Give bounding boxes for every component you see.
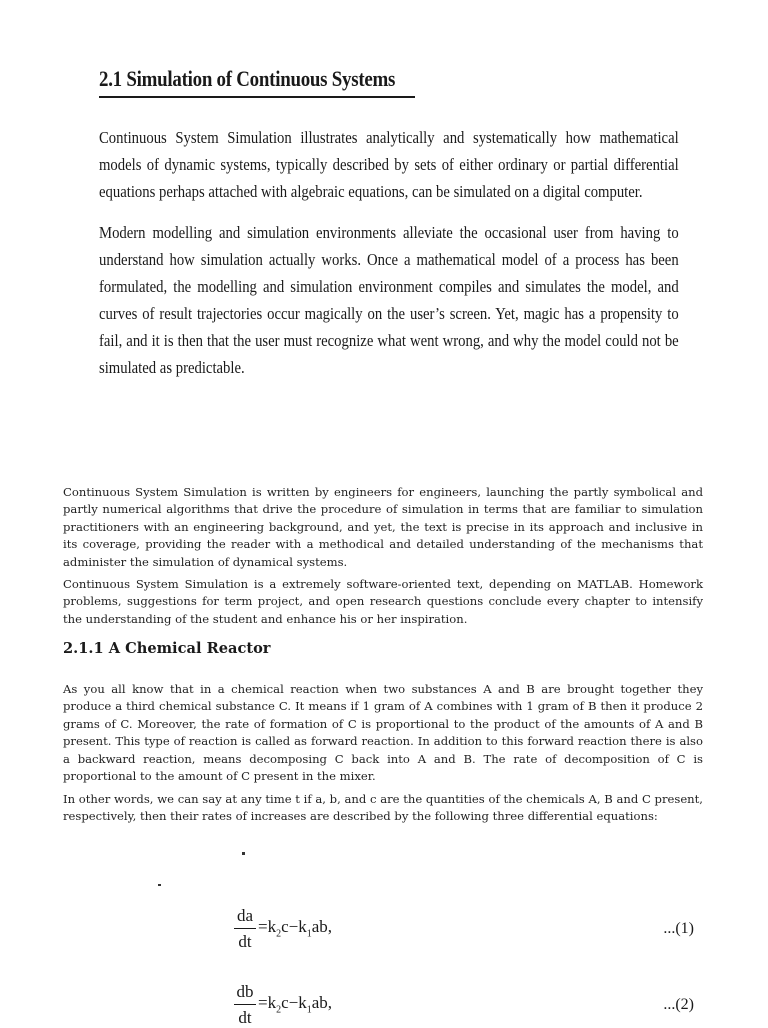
intro-paragraph-2: Modern modelling and simulation environments alleviate the occasional user from having to understand how simulation actually works. Once a mathematical model of a process has been formulated, the modelling and simulation environment compiles and simulates the model, and curves of result trajectories occur magically on the user’s screen. Yet, magic has a propensity to fail, and it is then that the user must recognize what went wrong, and why the model could not be simulated as predictable.	[99, 223, 679, 377]
numerator: db	[236, 982, 254, 1001]
derivative-fraction	[234, 906, 256, 952]
stray-dash	[158, 884, 161, 886]
equation-rhs: $=k_2c-k_1ab$,	[258, 993, 333, 1016]
subsection-heading: 2.1.1 A Chemical Reactor	[63, 640, 271, 657]
equation-2	[234, 982, 694, 1028]
equation-number: ...(2)	[663, 996, 694, 1013]
equation-rhs: $=k_2c-k_1ab$,	[258, 917, 333, 940]
body-paragraph-1: Continuous System Simulation is written by engineers for engineers, launching the partly symbolical and partly numerical algorithms that drive the procedure of simulation in terms that are familiar to simulation practitioners with an engineering background, and yet, the text is precise in its approach and inclusive in its coverage, providing the reader with a methodical and detailed understanding of the mechanisms that administer the simulation of dynamical systems.	[63, 485, 703, 569]
denominator: dt	[238, 1008, 252, 1027]
fraction-bar	[234, 928, 256, 929]
section-heading: 2.1 Simulation of Continuous Systems	[99, 66, 396, 91]
reactor-paragraph-1: As you all know that in a chemical reaction when two substances A and B are brought together they produce a third chemical substance C. It means if 1 gram of A combines with 1 gram of B then it produce 2 grams of C. Moreover, the rate of formation of C is proportional to the product of the amounts of A and B present. This type of reaction is called as forward reaction. In addition to this forward reaction there is also a backward reaction, means decomposing C back into A and B. The rate of decomposition of C is proportional to the amount of C present in the mixer.	[63, 682, 703, 784]
equation-1	[234, 906, 694, 952]
equation-number: ...(1)	[663, 920, 694, 937]
derivative-fraction	[234, 982, 256, 1028]
fraction-bar	[234, 1004, 256, 1005]
numerator: da	[236, 906, 254, 925]
intro-paragraph-1: Continuous System Simulation illustrates analytically and systematically how mathematical models of dynamic systems, typically described by sets of either ordinary or partial differential equations perhaps attached with algebraic equations, can be simulated on a digital computer.	[99, 128, 679, 201]
body-paragraph-2: Continuous System Simulation is a extremely software-oriented text, depending on MATLAB. Homework problems, suggestions for term project, and open research questions conclude every chapter to intensify the understanding of the student and enhance his or her inspiration.	[63, 577, 703, 626]
denominator: dt	[238, 932, 252, 951]
heading-underline	[99, 96, 415, 98]
reactor-paragraph-2: In other words, we can say at any time t if a, b, and c are the quantities of the chemicals A, B and C present, respectively, then their rates of increases are described by the following three differential equations:	[63, 792, 703, 824]
stray-dot	[242, 852, 245, 855]
